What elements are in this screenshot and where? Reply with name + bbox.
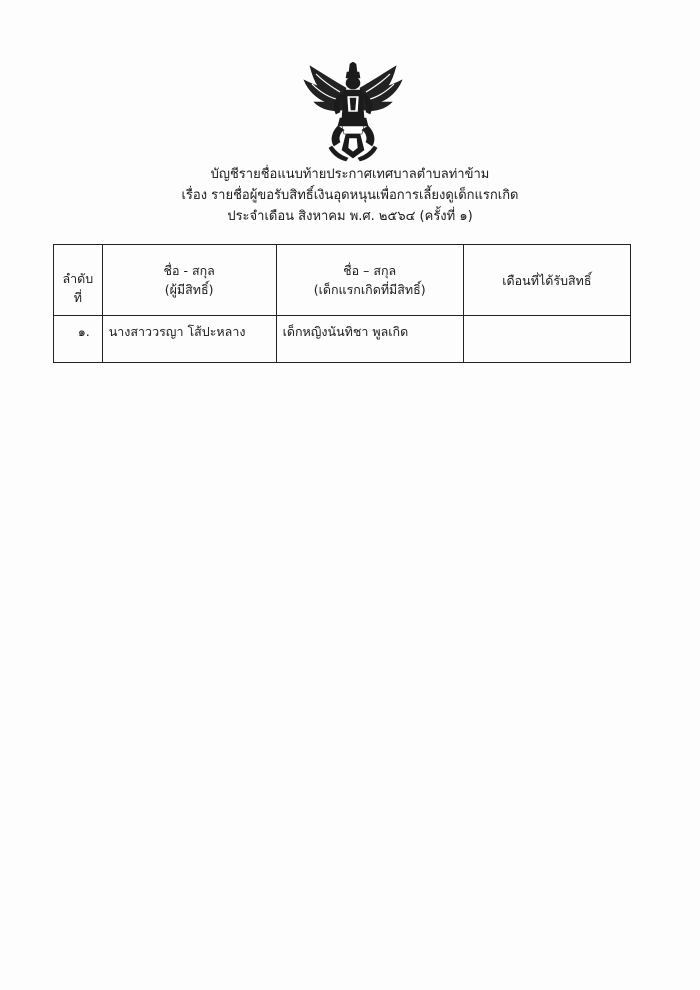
heading-line-subject: เรื่อง รายชื่อผู้ขอรับสิทธิ์เงินอุดหนุนเพื่อการเลี้ยงดูเด็กแรกเกิด bbox=[181, 188, 519, 203]
garuda-emblem-icon bbox=[302, 62, 404, 162]
header-child-sub: (เด็กแรกเกิดที่มีสิทธิ์) bbox=[313, 282, 426, 297]
cell-parent: นางสาววรญา โส้ปะหลาง bbox=[102, 316, 276, 363]
heading-line-period: ประจำเดือน สิงหาคม พ.ศ. ๒๕๖๔ (ครั้งที่ ๑) bbox=[227, 209, 473, 224]
cell-month bbox=[463, 316, 630, 363]
header-parent bbox=[102, 245, 276, 316]
header-parent-name: ชื่อ - สกุล bbox=[163, 263, 215, 278]
beneficiary-table bbox=[53, 244, 631, 363]
table-header-row bbox=[54, 245, 631, 316]
cell-child: เด็กหญิงนันทิชา พูลเกิด bbox=[276, 316, 463, 363]
heading-line-attachment: บัญชีรายชื่อแนบท้ายประกาศเทศบาลตำบลท่าข้าม bbox=[210, 167, 490, 182]
header-no: ลำดับที่ bbox=[54, 245, 103, 316]
header-month: เดือนที่ได้รับสิทธิ์ bbox=[463, 245, 630, 316]
cell-no: ๑. bbox=[54, 316, 103, 363]
header-parent-sub: (ผู้มีสิทธิ์) bbox=[164, 282, 214, 297]
document-heading bbox=[0, 164, 700, 227]
header-child bbox=[276, 245, 463, 316]
header-child-name: ชื่อ – สกุล bbox=[343, 263, 397, 278]
table-row bbox=[54, 316, 631, 363]
